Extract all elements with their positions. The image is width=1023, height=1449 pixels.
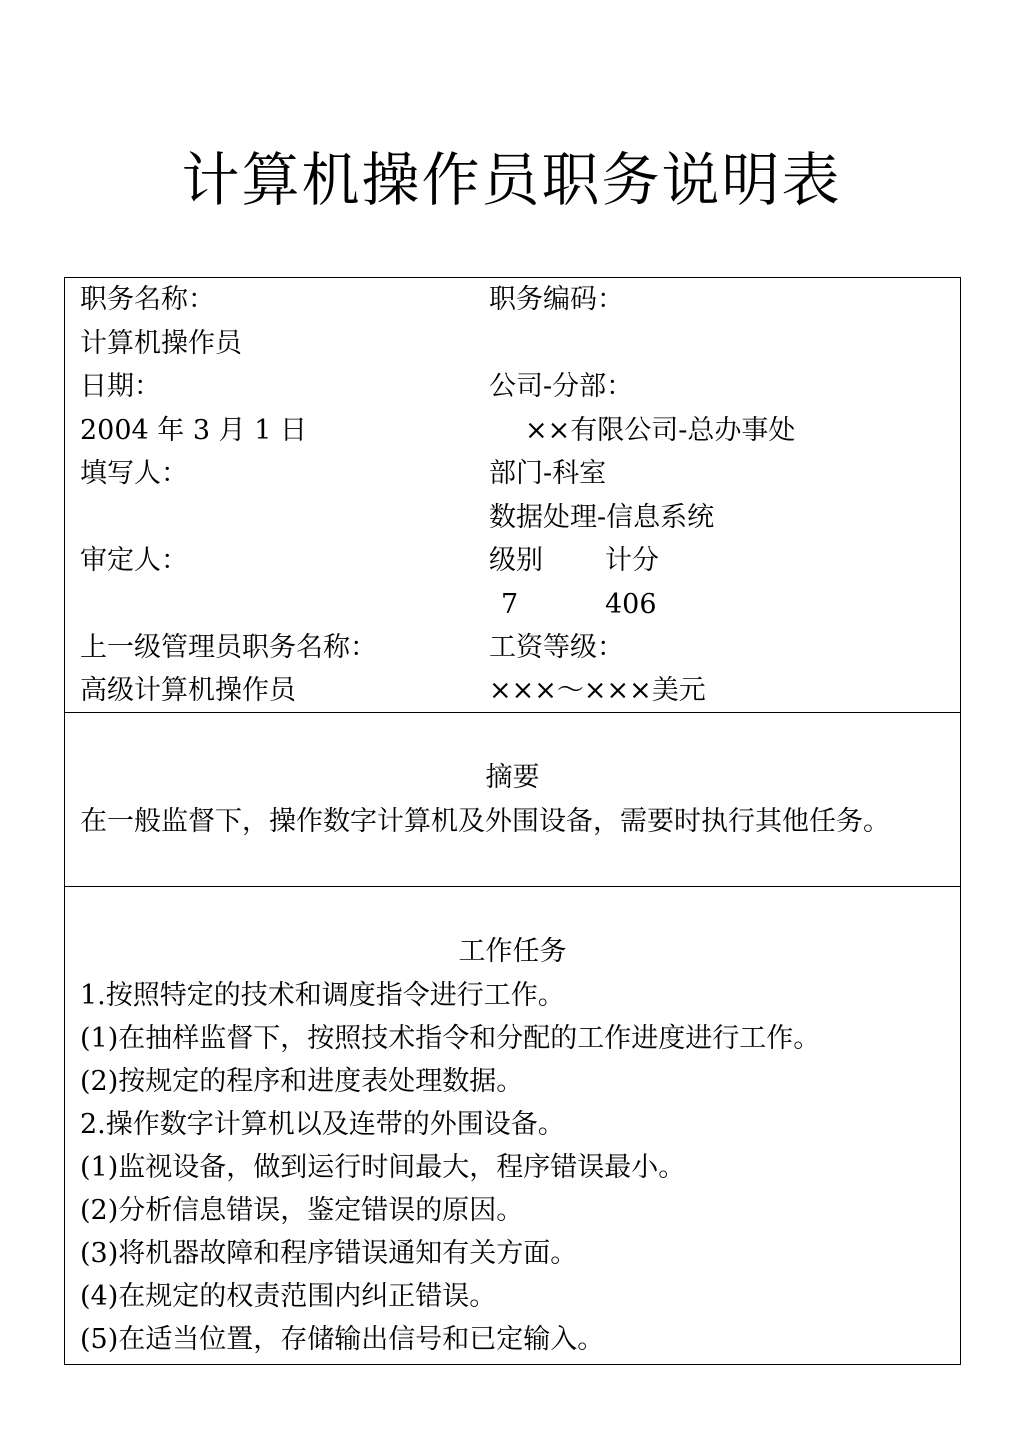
date-value: 2004 年 3 月 1 日 [80,415,307,446]
date-label: 日期： [80,371,161,402]
grade-value: 7 [501,589,519,620]
job-title-label: 职务名称： [80,284,215,315]
salary-value: ×××～×××美元 [489,675,706,706]
job-title-value: 计算机操作员 [80,328,242,359]
task-item: (5)在适当位置，存储输出信号和已定输入。 [80,1324,605,1355]
document-title: 计算机操作员职务说明表 [181,146,842,214]
task-item: (2)按规定的程序和进度表处理数据。 [80,1066,524,1097]
basic-info-section [65,278,960,713]
company-value: ××有限公司-总办事处 [525,415,796,446]
summary-text: 在一般监督下，操作数字计算机及外围设备，需要时执行其他任务。 [80,806,890,837]
company-label: 公司-分部： [489,371,634,402]
task-item: 1.按照特定的技术和调度指令进行工作。 [80,980,565,1011]
grade-label: 级别 [489,545,543,576]
summary-section [65,713,960,887]
filled-by-label: 填写人： [80,458,188,489]
salary-label: 工资等级： [489,632,624,663]
supervisor-value: 高级计算机操作员 [80,675,296,706]
tasks-heading: 工作任务 [458,936,567,967]
points-label: 计分 [605,545,659,576]
points-value: 406 [605,589,657,620]
task-item: (1)监视设备，做到运行时间最大，程序错误最小。 [80,1152,686,1183]
dept-label: 部门-科室 [489,458,607,489]
job-code-label: 职务编码： [489,284,624,315]
task-item: 2.操作数字计算机以及连带的外围设备。 [80,1109,565,1140]
dept-value: 数据处理-信息系统 [489,502,715,533]
task-item: (3)将机器故障和程序错误通知有关方面。 [80,1238,578,1269]
task-item: (2)分析信息错误，鉴定错误的原因。 [80,1195,524,1226]
approver-label: 审定人： [80,545,188,576]
summary-heading: 摘要 [485,762,540,793]
supervisor-label: 上一级管理员职务名称： [80,632,377,663]
task-item: (1)在抽样监督下，按照技术指令和分配的工作进度进行工作。 [80,1023,821,1054]
tasks-section [65,887,960,1364]
task-item: (4)在规定的权责范围内纠正错误。 [80,1281,497,1312]
job-description-table [64,277,961,1365]
